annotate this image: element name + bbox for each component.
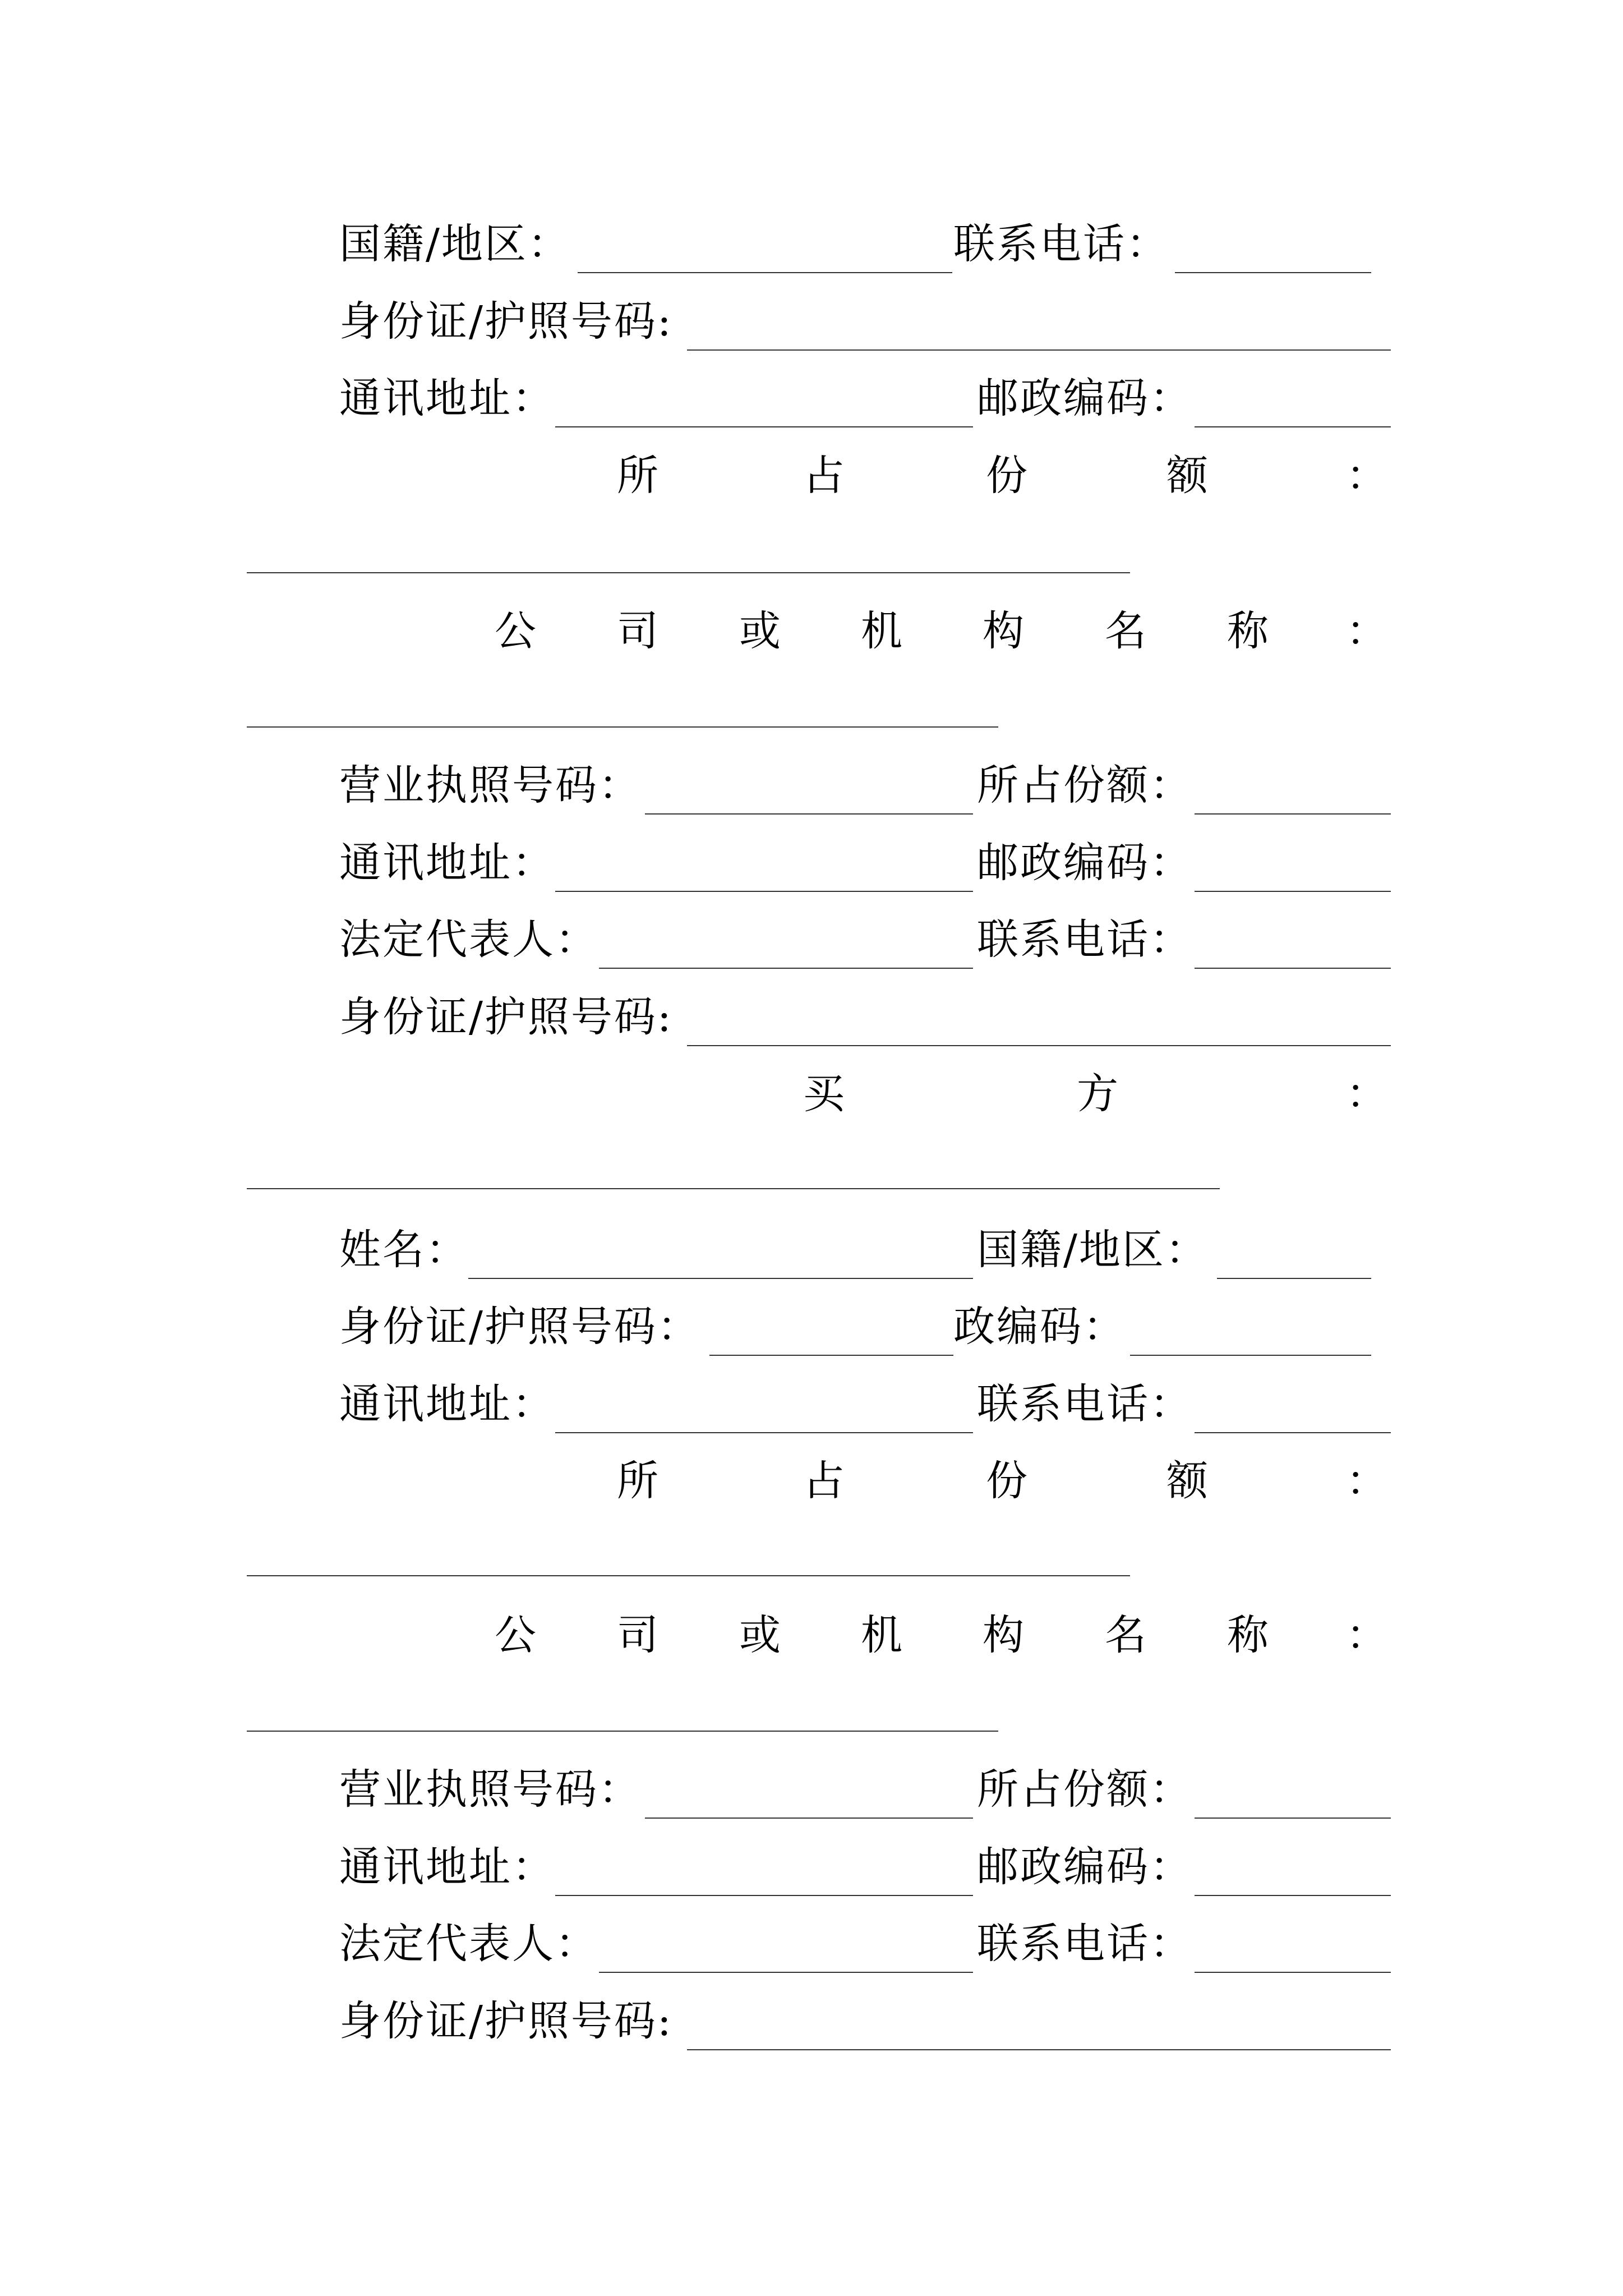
company-name-field[interactable] bbox=[247, 726, 998, 728]
id-label: 身份证/护照号码: bbox=[339, 993, 673, 1041]
phone-field[interactable] bbox=[1175, 272, 1371, 273]
id-row bbox=[0, 989, 1623, 1045]
nationality-label: 国籍/地区： bbox=[977, 1226, 1209, 1274]
company-name-char: 公 bbox=[495, 607, 536, 655]
share-heading-row bbox=[0, 1453, 1623, 1509]
address-field[interactable] bbox=[555, 1895, 973, 1896]
share-label: 所占份额： bbox=[977, 761, 1193, 809]
company-name-char: 或 bbox=[739, 607, 781, 655]
share-field[interactable] bbox=[247, 572, 1130, 573]
company-name-heading-row bbox=[0, 603, 1623, 659]
license-share-row bbox=[0, 1761, 1623, 1818]
company-name-char: 或 bbox=[739, 1611, 781, 1659]
company-name-char: 司 bbox=[617, 1611, 658, 1659]
address-postal-row bbox=[0, 1839, 1623, 1895]
id-field[interactable] bbox=[687, 2049, 1391, 2050]
legal-rep-field[interactable] bbox=[599, 1972, 973, 1973]
phone-field[interactable] bbox=[1195, 1972, 1391, 1973]
address-field[interactable] bbox=[555, 891, 973, 892]
share-amount-field[interactable] bbox=[1195, 813, 1391, 815]
license-field[interactable] bbox=[645, 813, 973, 815]
phone-label: 联系电话： bbox=[953, 220, 1169, 268]
share-field[interactable] bbox=[247, 1575, 1130, 1576]
name-field[interactable] bbox=[468, 1278, 973, 1279]
id-field[interactable] bbox=[709, 1355, 953, 1356]
share-char: ： bbox=[1346, 452, 1387, 500]
company-name-char: 机 bbox=[861, 1611, 902, 1659]
share-char: 额 bbox=[1166, 452, 1208, 500]
nationality-field[interactable] bbox=[1217, 1278, 1371, 1279]
buyer-field[interactable] bbox=[247, 1188, 1220, 1189]
phone-label: 联系电话： bbox=[977, 1380, 1193, 1428]
postal-field[interactable] bbox=[1130, 1355, 1371, 1356]
address-label: 通讯地址： bbox=[339, 1843, 555, 1891]
license-field[interactable] bbox=[645, 1818, 973, 1819]
address-postal-row bbox=[0, 835, 1623, 891]
share-heading-row bbox=[0, 448, 1623, 504]
share-char: 份 bbox=[986, 1457, 1027, 1505]
buyer-heading-char: ： bbox=[1346, 1070, 1387, 1118]
company-name-char: 名 bbox=[1105, 1611, 1146, 1659]
share-amount-field[interactable] bbox=[1195, 1818, 1391, 1819]
share-char: 份 bbox=[986, 452, 1027, 500]
buyer-heading-char: 买 bbox=[803, 1070, 845, 1118]
company-name-char: ： bbox=[1346, 1611, 1387, 1659]
postal-label: 邮政编码： bbox=[977, 839, 1193, 887]
company-name-char: 机 bbox=[861, 607, 902, 655]
legal-rep-label: 法定代表人： bbox=[339, 1920, 598, 1968]
postal-label: 政编码： bbox=[953, 1303, 1126, 1351]
company-name-heading-row bbox=[0, 1607, 1623, 1663]
license-share-row bbox=[0, 757, 1623, 813]
postal-field[interactable] bbox=[1195, 1895, 1391, 1896]
address-field[interactable] bbox=[555, 1432, 973, 1433]
address-field[interactable] bbox=[555, 426, 973, 427]
address-postal-row bbox=[0, 370, 1623, 426]
id-label: 身份证/护照号码: bbox=[339, 1997, 673, 2045]
legal-rep-field[interactable] bbox=[599, 968, 973, 969]
id-postal-row bbox=[0, 1299, 1623, 1355]
id-field[interactable] bbox=[687, 1045, 1391, 1046]
postal-label: 邮政编码： bbox=[977, 374, 1193, 422]
buyer-heading-row bbox=[0, 1066, 1623, 1122]
company-name-char: 司 bbox=[617, 607, 658, 655]
postal-label: 邮政编码： bbox=[977, 1843, 1193, 1891]
share-char: 占 bbox=[803, 1457, 845, 1505]
share-char: 额 bbox=[1166, 1457, 1208, 1505]
nationality-phone-row bbox=[0, 216, 1623, 272]
phone-label: 联系电话： bbox=[977, 1920, 1193, 1968]
phone-field[interactable] bbox=[1195, 1432, 1391, 1433]
postal-field[interactable] bbox=[1195, 891, 1391, 892]
share-char: 所 bbox=[617, 452, 658, 500]
id-label: 身份证/护照号码： bbox=[339, 1303, 700, 1351]
share-char: ： bbox=[1346, 1457, 1387, 1505]
company-name-char: 称 bbox=[1227, 607, 1269, 655]
company-name-char: ： bbox=[1346, 607, 1387, 655]
id-label: 身份证/护照号码: bbox=[339, 297, 673, 346]
address-label: 通讯地址： bbox=[339, 374, 555, 422]
phone-field[interactable] bbox=[1195, 968, 1391, 969]
company-name-field[interactable] bbox=[247, 1731, 998, 1732]
postal-field[interactable] bbox=[1195, 426, 1391, 427]
legal-rep-label: 法定代表人： bbox=[339, 915, 598, 964]
company-name-char: 称 bbox=[1227, 1611, 1269, 1659]
address-label: 通讯地址： bbox=[339, 1380, 555, 1428]
address-phone-row bbox=[0, 1376, 1623, 1432]
id-field[interactable] bbox=[687, 349, 1391, 351]
share-char: 占 bbox=[803, 452, 845, 500]
share-char: 所 bbox=[617, 1457, 658, 1505]
rep-phone-row bbox=[0, 912, 1623, 968]
company-name-char: 名 bbox=[1105, 607, 1146, 655]
id-row bbox=[0, 1993, 1623, 2049]
name-nationality-row bbox=[0, 1222, 1623, 1278]
share-label: 所占份额： bbox=[977, 1765, 1193, 1814]
company-name-char: 构 bbox=[983, 607, 1024, 655]
nationality-field[interactable] bbox=[578, 272, 952, 273]
name-label: 姓名： bbox=[339, 1226, 469, 1274]
license-label: 营业执照号码： bbox=[339, 1765, 642, 1814]
address-label: 通讯地址： bbox=[339, 839, 555, 887]
buyer-heading-char: 方 bbox=[1077, 1070, 1118, 1118]
rep-phone-row bbox=[0, 1916, 1623, 1972]
company-name-char: 构 bbox=[983, 1611, 1024, 1659]
nationality-label: 国籍/地区： bbox=[339, 220, 571, 268]
company-name-char: 公 bbox=[495, 1611, 536, 1659]
id-row bbox=[0, 293, 1623, 349]
phone-label: 联系电话： bbox=[977, 915, 1193, 964]
license-label: 营业执照号码： bbox=[339, 761, 642, 809]
